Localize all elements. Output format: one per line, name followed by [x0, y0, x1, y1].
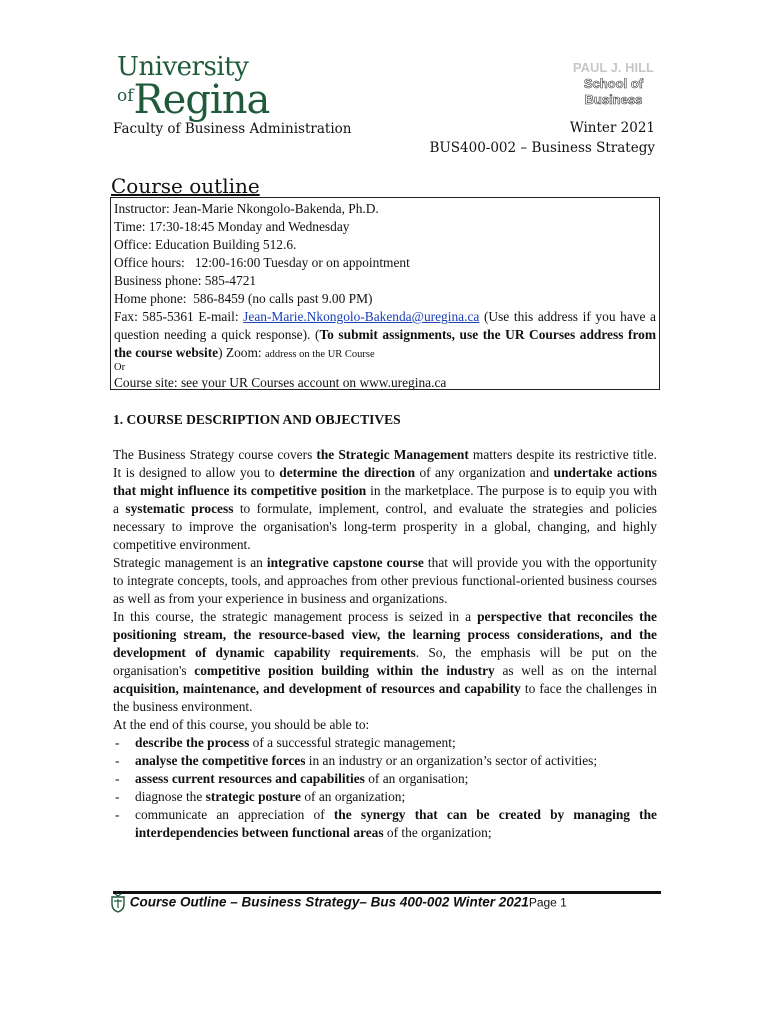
- list-item-text: [135, 735, 456, 750]
- list-item: [113, 770, 657, 788]
- paragraph: At the end of this course, you should be able to:: [113, 717, 370, 732]
- email-note: (Use this address if you have a question needing a quick response). (: [114, 309, 656, 342]
- fax-text: Fax: 585-5361 E-mail:: [114, 309, 244, 324]
- contact-paragraph: [114, 308, 656, 362]
- text-run: of a successful strategic management;: [249, 735, 456, 750]
- bullet-dash: -: [115, 753, 120, 768]
- course-code: BUS400-002 – Business Strategy: [429, 140, 655, 156]
- bold-text: acquisition, maintenance, and development of resources and capability: [113, 681, 521, 696]
- school-name-line1: PAUL J. HILL: [572, 60, 654, 75]
- bold-text: the synergy that can be created by managing the interdependencies between functional areas: [135, 807, 657, 840]
- school-logo: [573, 60, 654, 108]
- text-run: The Business Strategy course covers: [113, 447, 317, 462]
- email-link[interactable]: Jean-Marie.Nkongolo-Bakenda@uregina.ca: [243, 309, 480, 324]
- page-footer: [110, 893, 567, 913]
- paragraph: [113, 608, 657, 716]
- text-run: of any organization and: [415, 465, 554, 480]
- list-item: [113, 734, 657, 752]
- bold-text: integrative capstone course: [266, 555, 424, 570]
- text-run: . So, the emphasis will be put on the organisation's: [113, 645, 657, 678]
- school-name-line2: School of: [583, 76, 644, 91]
- time-line: Time: 17:30-18:45 Monday and Wednesday: [114, 219, 350, 234]
- text-run: of the organization;: [383, 825, 492, 840]
- text-run: in the marketplace. The purpose is to equip you with a: [113, 483, 657, 516]
- bold-text: perspective that reconciles the positioning stream, the resource-based view, the learning process considerations, and the development of dynamic capability requirements: [113, 609, 658, 660]
- text-run: to face the challenges in the business environment.: [113, 681, 658, 714]
- section-heading: 1. COURSE DESCRIPTION AND OBJECTIVES: [113, 412, 401, 427]
- course-site-line: Course site: see your UR Courses account on www.uregina.ca: [114, 375, 447, 390]
- bold-text: the Strategic Management: [316, 447, 469, 462]
- office-hours-line: Office hours: 12:00-16:00 Tuesday or on appointment: [114, 255, 410, 270]
- school-name-line3: Business: [584, 92, 643, 107]
- list-item-text: [135, 789, 405, 804]
- text-run: diagnose the: [135, 789, 206, 804]
- bullet-dash: -: [115, 807, 120, 822]
- zoom-label: ) Zoom:: [218, 345, 265, 360]
- term-block: [429, 118, 655, 158]
- logo-university-text: University: [117, 52, 249, 82]
- bullet-dash: -: [115, 789, 120, 804]
- submit-note: To submit assignments, use the UR Courses address from the course website: [114, 327, 656, 360]
- bullet-dash: -: [115, 771, 120, 786]
- text-run: as well as on the internal: [494, 663, 657, 678]
- text-run: of an organisation;: [364, 771, 469, 786]
- list-item-text: [135, 807, 657, 840]
- instructor-info-box: [110, 197, 660, 390]
- section-body: [113, 446, 657, 842]
- text-run: In this course, the strategic management process is seized in a: [113, 609, 478, 624]
- paragraph: [113, 446, 657, 554]
- bold-text: describe the process: [135, 735, 250, 750]
- bold-text: undertake actions that might influence its competitive position: [113, 465, 658, 498]
- footer-title: Course Outline – Business Strategy– Bus 400-002 Winter 2021: [129, 894, 529, 910]
- list-item-text: [135, 753, 597, 768]
- text-run: to formulate, implement, control, and evaluate the strategies and policies necessary to improve the organisation's long-term prosperity in a global, changing, and highly competitive environment.: [113, 501, 658, 552]
- logo-of-text: of: [117, 86, 134, 106]
- term-label: Winter 2021: [569, 120, 655, 136]
- or-text: Or: [114, 362, 126, 373]
- objectives-list: [113, 734, 657, 842]
- text-run: Strategic management is an: [113, 555, 267, 570]
- university-logo: [117, 52, 270, 123]
- zoom-note: address on the UR Course: [265, 349, 375, 360]
- footer-page: Page 1: [528, 895, 567, 910]
- page-title: Course outline: [111, 174, 260, 198]
- text-run: of an organization;: [300, 789, 406, 804]
- bold-text: assess current resources and capabilities: [135, 771, 365, 786]
- paragraph: [113, 554, 657, 608]
- bold-text: systematic process: [125, 501, 234, 516]
- logo-regina-text: Regina: [133, 77, 270, 123]
- list-item: [113, 752, 657, 770]
- bold-text: determine the direction: [279, 465, 416, 480]
- list-item: [113, 788, 657, 806]
- faculty-name: Faculty of Business Administration: [113, 121, 352, 137]
- business-phone-line: Business phone: 585-4721: [114, 273, 257, 288]
- crest-icon: [110, 893, 126, 913]
- bold-text: competitive position building within the industry: [194, 663, 495, 678]
- text-run: matters despite its restrictive title. It is designed to allow you to: [113, 447, 657, 480]
- home-phone-line: Home phone: 586-8459 (no calls past 9.00 PM): [114, 291, 373, 306]
- list-item: [113, 806, 657, 842]
- text-run: communicate an appreciation of: [135, 807, 334, 822]
- bullet-dash: -: [115, 735, 120, 750]
- office-line: Office: Education Building 512.6.: [114, 237, 297, 252]
- text-run: in an industry or an organization’s sector of activities;: [305, 753, 598, 768]
- bold-text: strategic posture: [205, 789, 301, 804]
- text-run: that will provide you with the opportunity to integrate concepts, tools, and approaches from other previous functional-oriented business courses as well as from your experience in business and organizations.: [113, 555, 657, 606]
- list-item-text: [135, 771, 468, 786]
- bold-text: analyse the competitive forces: [135, 753, 306, 768]
- instructor-line: Instructor: Jean-Marie Nkongolo-Bakenda, Ph.D.: [114, 201, 379, 216]
